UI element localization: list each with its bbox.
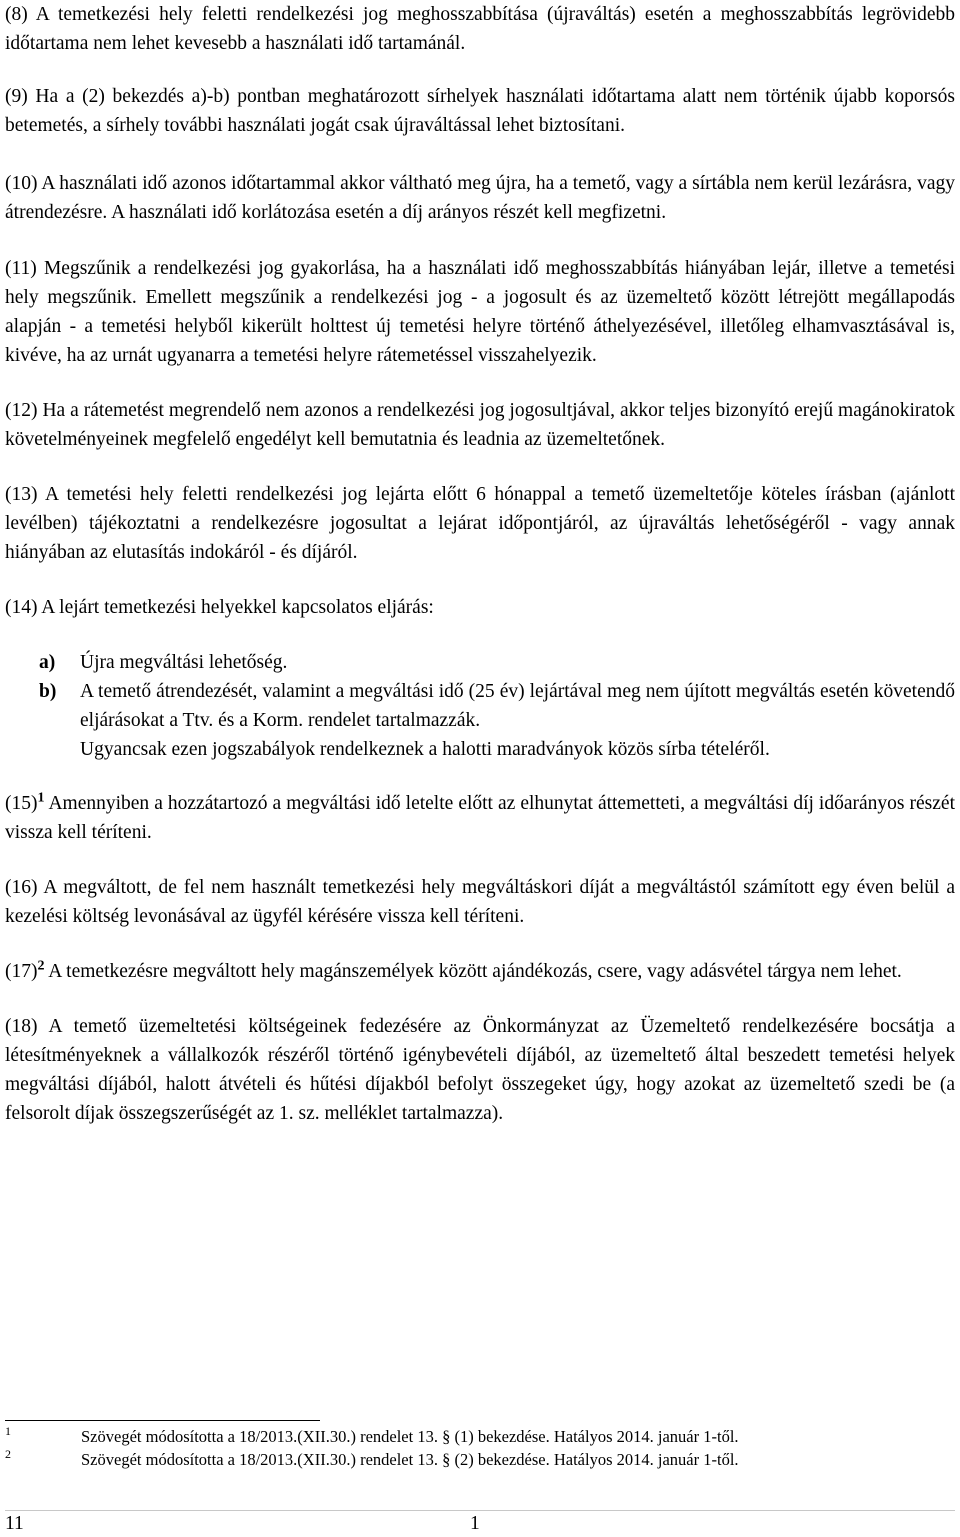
paragraph-15-label: (15)	[5, 793, 38, 814]
paragraph-10: (10) A használati idő azonos időtartammal akkor váltható meg újra, ha a temető, vagy a sírtábla nem kerül lezárásra, vagy átrendezésre. A használati idő korlátozása esetén a díj arányos részét kell megfizetni.	[5, 173, 955, 223]
footnote-1	[5, 1425, 955, 1448]
paragraph-17-text: A temetkezésre megváltott hely magánszemélyek között ajándékozás, csere, vagy adásvétel tárgya nem lehet.	[44, 961, 902, 982]
paragraph-16: (16) A megváltott, de fel nem használt temetkezési hely megváltáskori díját a megváltástól számított egy éven belül a kezelési költség levonásával az ügyfél kérésére vissza kell téríteni.	[5, 877, 955, 927]
list-letter-a: a)	[39, 652, 56, 673]
list-b-continuation: Ugyancsak ezen jogszabályok rendelkeznek a halotti maradványok közös sírba tételéről.	[80, 739, 770, 760]
document-body	[5, 0, 955, 1128]
list-item-a	[5, 648, 955, 677]
paragraph-14: (14) A lejárt temetkezési helyekkel kapcsolatos eljárás:	[5, 597, 434, 618]
footnote-number-2: 2	[5, 1447, 11, 1461]
paragraph-15	[5, 789, 955, 847]
footer-divider	[5, 1510, 955, 1511]
paragraph-17-label: (17)	[5, 961, 38, 982]
paragraph-18: (18) A temető üzemeltetési költségeinek fedezésére az Önkormányzat az Üzemeltető rendelkezésére bocsátja a létesítményeknek a vállalkozók részéről történő igénybevételi díjából, az üzemeltető által beszedett temetési helyek megváltási díjából, halott átvételi és hűtési díjakból befolyt összegeket úgy, hogy azokat az üzemeltető szedi be (a felsorolt díjak összegszerűségét az 1. sz. melléklet tartalmazza).	[5, 1016, 955, 1124]
footnote-separator	[5, 1420, 320, 1421]
page-number-right: 1	[470, 1513, 480, 1534]
footnote-number-1: 1	[5, 1424, 11, 1438]
paragraph-9: (9) Ha a (2) bekezdés a)-b) pontban meghatározott sírhelyek használati időtartama alatt nem történik újabb koporsós betemetés, a sírhely további használati jogát csak újraváltással lehet biztosítani.	[5, 86, 955, 136]
paragraph-11: (11) Megszűnik a rendelkezési jog gyakorlása, ha a használati idő meghosszabbítás hiányában lejár, illetve a temetési hely megszűnik. Emellett megszűnik a rendelkezési jog - a jogosult és az üzemeltető között létrejött megállapodás alapján - a temetési helyből kikerült holttest új temetési helyre történő áthelyezésével, illetőleg elhamvasztásával is, kivéve, ha az urnát ugyanarra a temetési helyre rátemetéssel visszahelyezik.	[5, 258, 955, 366]
footnote-text-2: Szövegét módosította a 18/2013.(XII.30.) rendelet 13. § (2) bekezdése. Hatályos 2014. január 1-től.	[81, 1450, 739, 1469]
paragraph-15-text: Amennyiben a hozzátartozó a megváltási idő letelte előtt az elhunytat áttemetteti, a megváltási díj időarányos részét vissza kell téríteni.	[5, 793, 955, 843]
footnote-2	[5, 1448, 955, 1471]
paragraph-17	[5, 957, 955, 986]
paragraph-13: (13) A temetési hely feletti rendelkezési jog lejárta előtt 6 hónappal a temető üzemeltetője köteles írásban (ajánlott levélben) tájékoztatni a rendelkezésre jogosultat a lejárat időpontjáról, az újraváltás lehetőségéről - vagy annak hiányában az elutasítás indokáról - és díjáról.	[5, 484, 955, 563]
footnote-ref-2[interactable]: 2	[37, 958, 45, 974]
list-text-a: Újra megváltási lehetőség.	[80, 652, 288, 673]
list-letter-b: b)	[39, 681, 57, 702]
paragraph-8: (8) A temetkezési hely feletti rendelkezési jog meghosszabbítása (újraváltás) esetén a meghosszabbítás legrövidebb időtartama nem lehet kevesebb a használati idő tartamánál.	[5, 4, 955, 54]
page-number-left: 11	[5, 1513, 24, 1534]
footnote-ref-1[interactable]: 1	[37, 790, 45, 806]
footnotes	[5, 1420, 955, 1471]
paragraph-12: (12) Ha a rátemetést megrendelő nem azonos a rendelkezési jog jogosultjával, akkor teljes bizonyító erejű magánokiratok követelményeinek megfelelő engedélyt kell bemutatnia és leadnia az üzemeltetőnek.	[5, 400, 955, 450]
procedure-list	[5, 648, 955, 764]
footnote-text-1: Szövegét módosította a 18/2013.(XII.30.) rendelet 13. § (1) bekezdése. Hatályos 2014. január 1-től.	[81, 1427, 739, 1446]
list-text-b: A temető átrendezését, valamint a megváltási idő (25 év) lejártával meg nem újított megváltás esetén követendő eljárásokat a Ttv. és a Korm. rendelet tartalmazzák.	[80, 681, 955, 731]
list-item-b	[5, 677, 955, 735]
